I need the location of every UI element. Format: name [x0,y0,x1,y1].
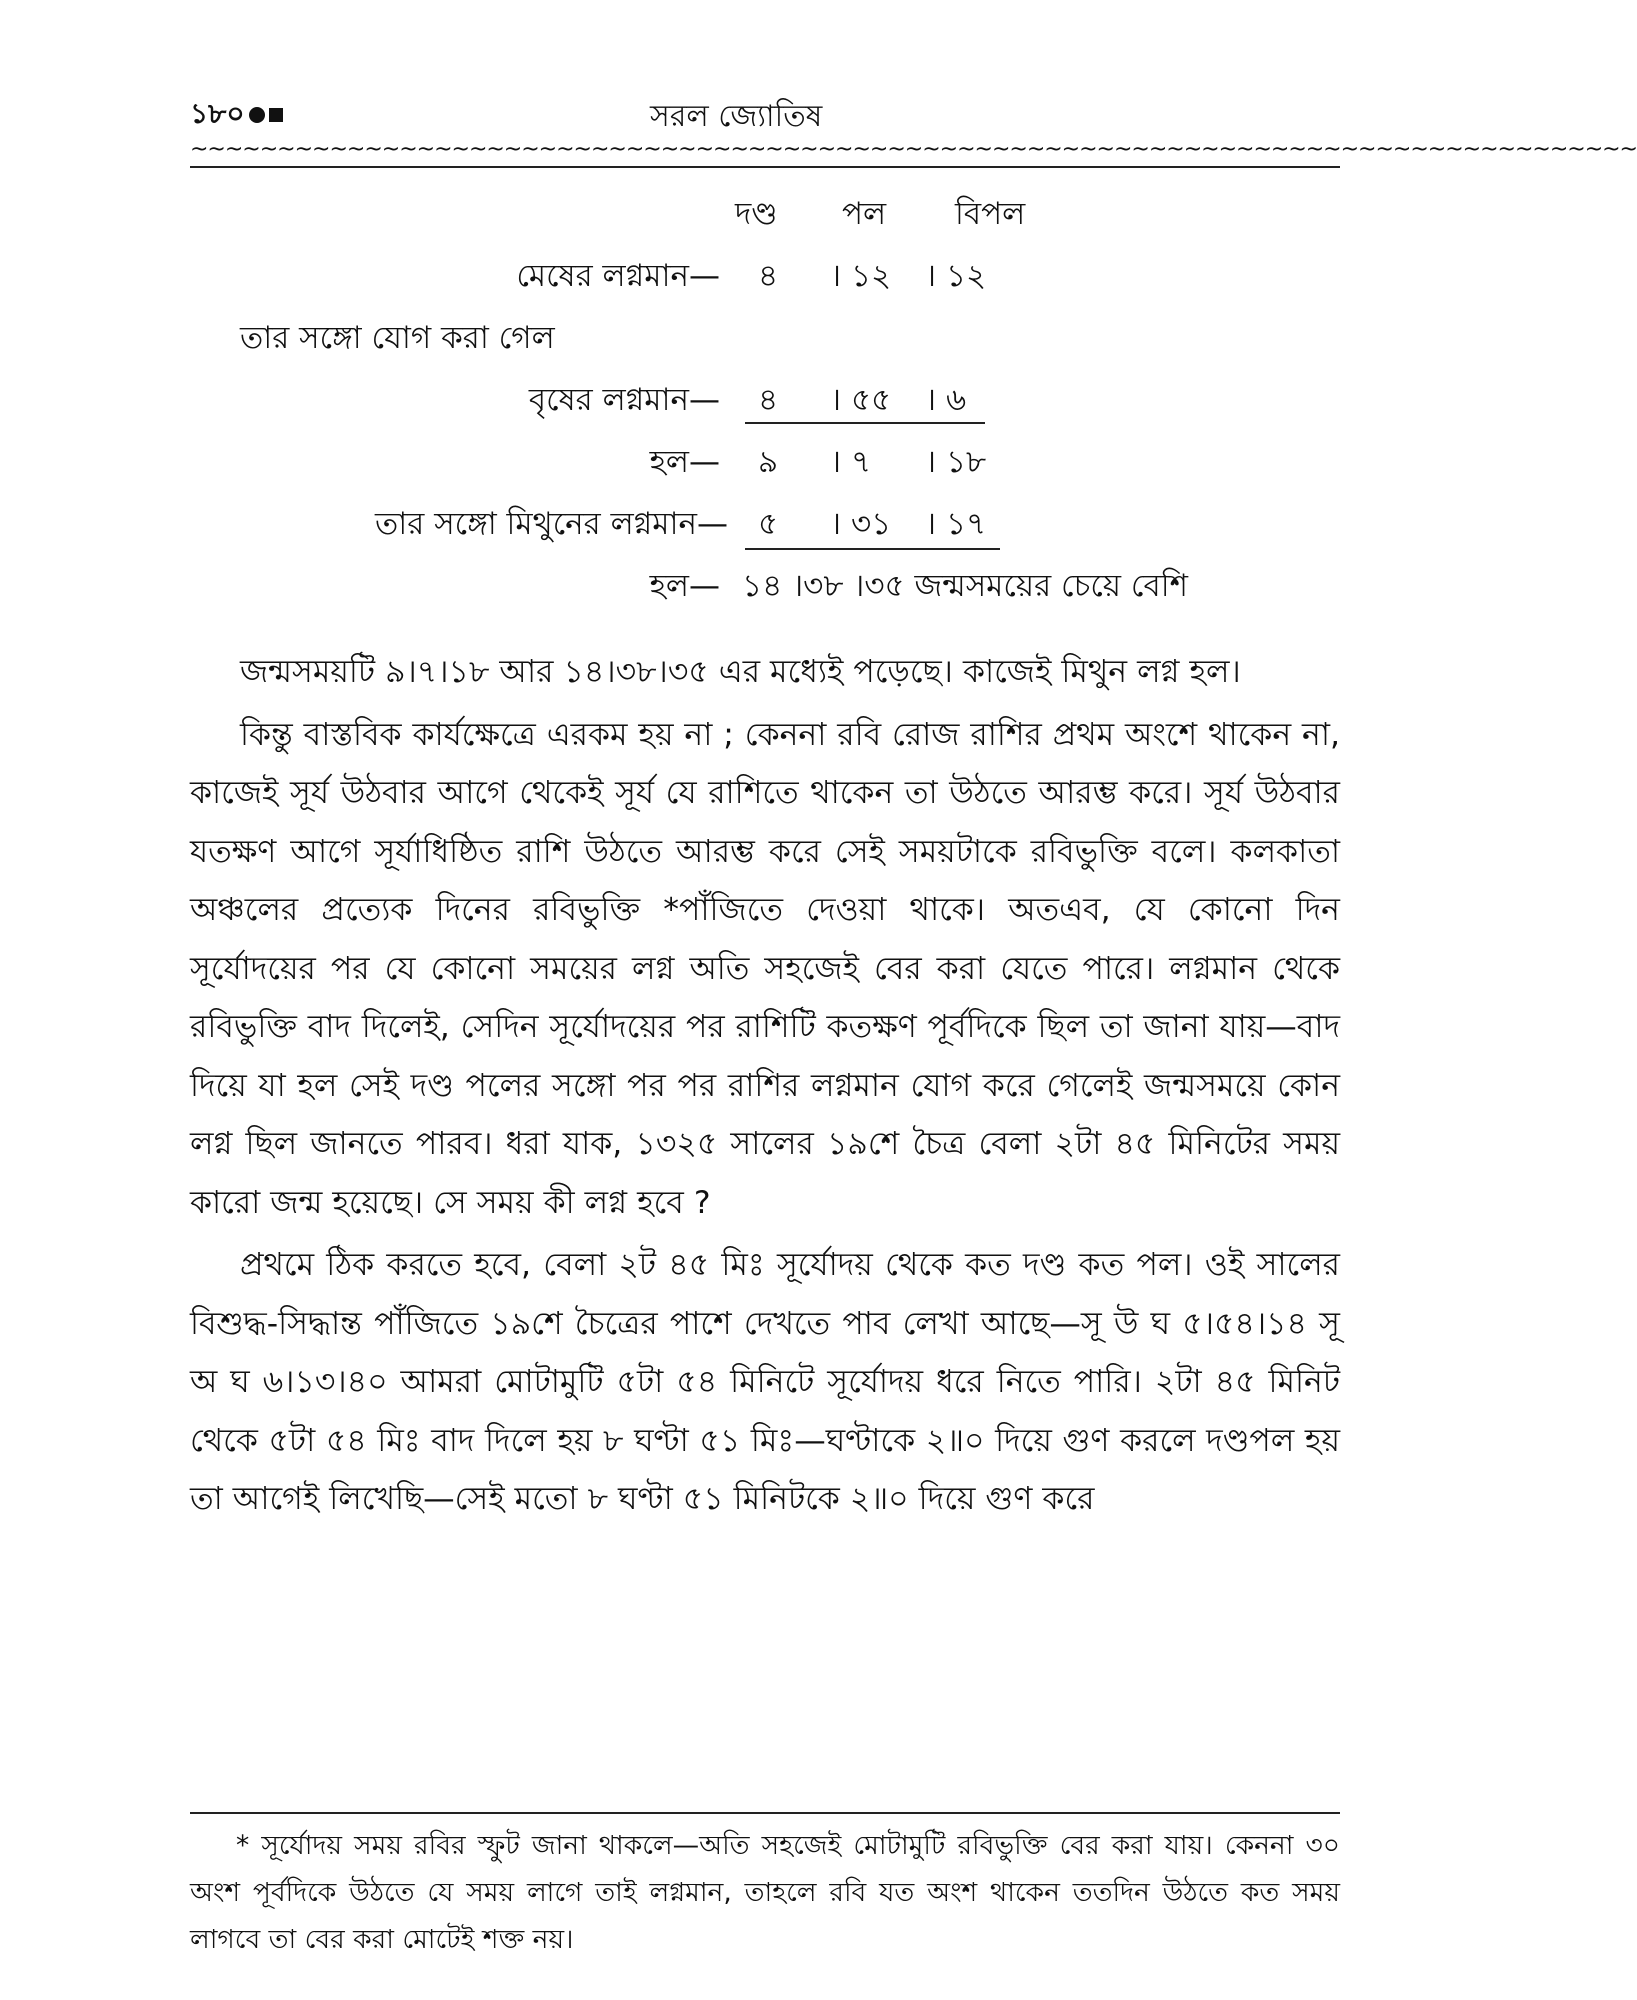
column-header-danda: দণ্ড [735,196,778,232]
running-title: সরল জ্যোতিষ [650,99,823,134]
value-cell: ৯ [758,444,779,480]
paragraph: জন্মসময়টি ৯।৭।১৮ আর ১৪।৩৮।৩৫ এর মধ্যেই পড়েছে। কাজেই মিথুন লগ্ন হল। [240,654,1241,690]
footnote: * সূর্যোদয় সময় রবির স্ফুট জানা থাকলে—অতি সহজেই মোটামুটি রবিভুক্তি বের করা যায়। কেননা ৩০ অংশ পূর্বদিকে উঠতে যে সময় লাগে তাই লগ্নমান, তাহলে রবি যত অংশ থাকেন ততদিন উঠতে কত সময় লাগবে তা বের করা মোটেই শক্ত নয়। [190,1830,1340,1955]
wavy-rule: ~~~~~~~~~~~~~~~~~~~~~~~~~~~~~~~~~~~~~~~~~~~~~~~~~~~~~~~~~~~~~~~~~~~~~~~~~~~~~~~~~~~ [190,137,1637,162]
bullet-square-icon [269,108,283,122]
page-number-text: ১৮০ [190,97,245,130]
value-cell: । ১২ [925,258,987,294]
footnote-rule [190,1812,1340,1814]
page-number [190,92,283,139]
row-label-mesh: মেষের লগ্নমান— [516,258,720,294]
sum-rule-2 [745,548,1000,550]
value-cell: ৪ [758,258,779,294]
value-cell: । ১২ [830,258,892,294]
row-label-mithun: তার সঙ্গো মিথুনের লগ্নমান— [375,506,728,542]
row-label-hol-1: হল— [649,444,720,480]
value-cell: । ৫৫ [830,382,892,418]
value-cell: । ৭ [830,444,872,480]
body-text [190,643,1340,1533]
row-label-brish: বৃষের লগ্নমান— [528,382,720,418]
header-rule [190,166,1340,168]
paragraph: কিন্তু বাস্তবিক কার্যক্ষেত্রে এরকম হয় না ; কেননা রবি রোজ রাশির প্রথম অংশে থাকেন না, কাজেই সূর্য উঠবার আগে থেকেই সূর্য যে রাশিতে থাকেন তা উঠতে আরম্ভ করে। সূর্য উঠবার যতক্ষণ আগে সূর্যাধিষ্ঠিত রাশি উঠতে আরম্ভ করে সেই সময়টাকে রবিভুক্তি বলে। কলকাতা অঞ্চলের প্রত্যেক দিনের রবিভুক্তি *পাঁজিতে দেওয়া থাকে। অতএব, যে কোনো দিন সূর্যোদয়ের পর যে কোনো সময়ের লগ্ন অতি সহজেই বের করা যেতে পারে। লগ্নমান থেকে রবিভুক্তি বাদ দিলেই, সেদিন সূর্যোদয়ের পর রাশিটি কতক্ষণ পূর্বদিকে ছিল তা জানা যায়—বাদ দিয়ে যা হল সেই দণ্ড পলের সঙ্গো পর পর রাশির লগ্নমান যোগ করে গেলেই জন্মসময়ে কোন লগ্ন ছিল জানতে পারব। ধরা যাক, ১৩২৫ সালের ১৯শে চৈত্র বেলা ২টা ৪৫ মিনিটের সময় কারো জন্ম হয়েছে। সে সময় কী লগ্ন হবে ? [190,716,1340,1221]
value-cell: । ১৭ [925,506,987,542]
row-label-add: তার সঙ্গো যোগ করা গেল [240,320,555,356]
value-cell: ৫ [758,506,779,542]
value-cell: । ৬ [925,382,967,418]
paragraph: প্রথমে ঠিক করতে হবে, বেলা ২ট ৪৫ মিঃ সূর্যোদয় থেকে কত দণ্ড কত পল। ওই সালের বিশুদ্ধ-সিদ্ধান্ত পাঁজিতে ১৯শে চৈত্রের পাশে দেখতে পাব লেখা আছে—সূ উ ঘ ৫।৫৪।১৪ সূ অ ঘ ৬।১৩।৪০ আমরা মোটামুটি ৫টা ৫৪ মিনিটে সূর্যোদয় ধরে নিতে পারি। ২টা ৪৫ মিনিট থেকে ৫টা ৫৪ মিঃ বাদ দিলে হয় ৮ ঘণ্টা ৫১ মিঃ—ঘণ্টাকে ২॥০ দিয়ে গুণ করলে দণ্ডপল হয় তা আগেই লিখেছি—সেই মতো ৮ ঘণ্টা ৫১ মিনিটকে ২॥০ দিয়ে গুণ করে [190,1247,1340,1517]
column-header-pal: পল [842,196,887,232]
sum-rule-1 [745,422,985,424]
result-value: ১৪ ।৩৮ ।৩৫ জন্মসময়ের চেয়ে বেশি [742,568,1188,604]
column-header-bipal: বিপল [955,196,1026,232]
value-cell: । ৩১ [830,506,892,542]
page-header [190,92,1340,132]
lagna-calculation [190,190,1340,620]
value-cell: ৪ [758,382,779,418]
value-cell: । ১৮ [925,444,987,480]
row-label-hol-2: হল— [649,568,720,604]
bullet-dot-icon [249,107,265,123]
